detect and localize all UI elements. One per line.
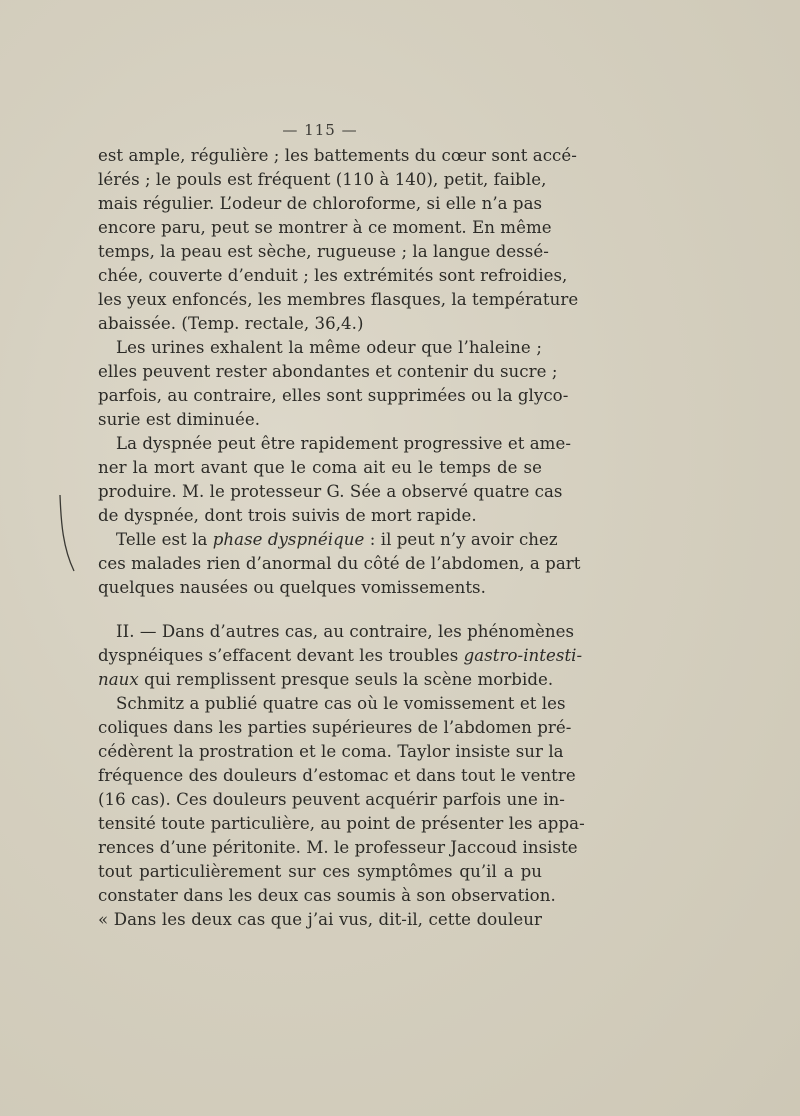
paragraph-4 — [98, 528, 581, 600]
text-line: parfois, au contraire, elles sont supprimées ou la glyco- — [98, 386, 569, 405]
text-line: chée, couverte d’enduit ; les extrémités sont refroidies, — [98, 266, 568, 285]
text-line: Les urines exhalent la même odeur que l’haleine ; — [116, 338, 542, 357]
text-run: : il peut n’y avoir chez — [364, 530, 558, 549]
text-line: de dyspnée, dont trois suivis de mort rapide. — [98, 506, 477, 525]
paragraph-1 — [98, 144, 579, 336]
text-run: Telle est la — [116, 530, 213, 549]
section-gap — [98, 600, 542, 620]
italic-term: naux — [98, 670, 139, 689]
text-line: (16 cas). Ces douleurs peuvent acquérir parfois une in- — [98, 790, 565, 809]
text-line: elles peuvent rester abondantes et contenir du sucre ; — [98, 362, 558, 381]
text-line: quelques nausées ou quelques vomissements. — [98, 578, 486, 597]
paragraph-2 — [98, 336, 569, 432]
text-line: encore paru, peut se montrer à ce moment. En même — [98, 218, 552, 237]
italic-term: gastro-intesti- — [463, 646, 583, 665]
text-run: dyspnéiques s’effacent devant les troubles — [98, 646, 464, 665]
text-line: surie est diminuée. — [98, 410, 261, 429]
text-line: ces malades rien d’anormal du côté de l’abdomen, a part — [98, 554, 581, 573]
text-line: coliques dans les parties supérieures de l’abdomen pré- — [98, 718, 572, 737]
body-text — [98, 144, 585, 932]
text-line: lérés ; le pouls est fréquent (110 à 140), petit, faible, — [98, 170, 547, 189]
text-line: rences d’une péritonite. M. le professeur Jaccoud insiste — [98, 838, 578, 857]
text-line: cédèrent la prostration et le coma. Taylor insiste sur la — [98, 742, 564, 761]
text-line — [98, 668, 554, 692]
page-number: — 115 — — [282, 121, 358, 139]
margin-bracket-mark — [57, 493, 77, 575]
text-line: produire. M. le protesseur G. Sée a observé quatre cas — [98, 482, 563, 501]
text-line: tensité toute particulière, au point de présenter les appa- — [98, 814, 585, 833]
paragraph-6 — [98, 692, 585, 932]
text-line: temps, la peau est sèche, rugueuse ; la langue dessé- — [98, 242, 549, 261]
text-line: abaissée. (Temp. rectale, 36,4.) — [98, 314, 364, 333]
text-line: La dyspnée peut être rapidement progressive et ame- — [116, 434, 571, 453]
paragraph-5 — [98, 620, 583, 692]
text-line: tout particulièrement sur ces symptômes qu’il a pu — [98, 862, 542, 881]
text-line: constater dans les deux cas soumis à son observation. — [98, 886, 556, 905]
text-line: Schmitz a publié quatre cas où le vomissement et les — [116, 694, 566, 713]
text-run: qui remplissent presque seuls la scène morbide. — [138, 670, 554, 689]
text-line — [98, 644, 583, 668]
italic-term: phase dyspnéique — [212, 530, 365, 549]
text-line: ner la mort avant que le coma ait eu le temps de se — [98, 458, 542, 477]
text-line — [98, 528, 558, 552]
text-line: mais régulier. L’odeur de chloroforme, si elle n’a pas — [98, 194, 543, 213]
text-line: « Dans les deux cas que j’ai vus, dit-il, cette douleur — [98, 910, 542, 929]
text-line: II. — Dans d’autres cas, au contraire, les phénomènes — [116, 622, 575, 641]
text-line: les yeux enfoncés, les membres flasques, la température — [98, 290, 579, 309]
text-line: fréquence des douleurs d’estomac et dans tout le ventre — [98, 766, 576, 785]
text-line: est ample, régulière ; les battements du cœur sont accé- — [98, 146, 577, 165]
paragraph-3 — [98, 432, 571, 528]
